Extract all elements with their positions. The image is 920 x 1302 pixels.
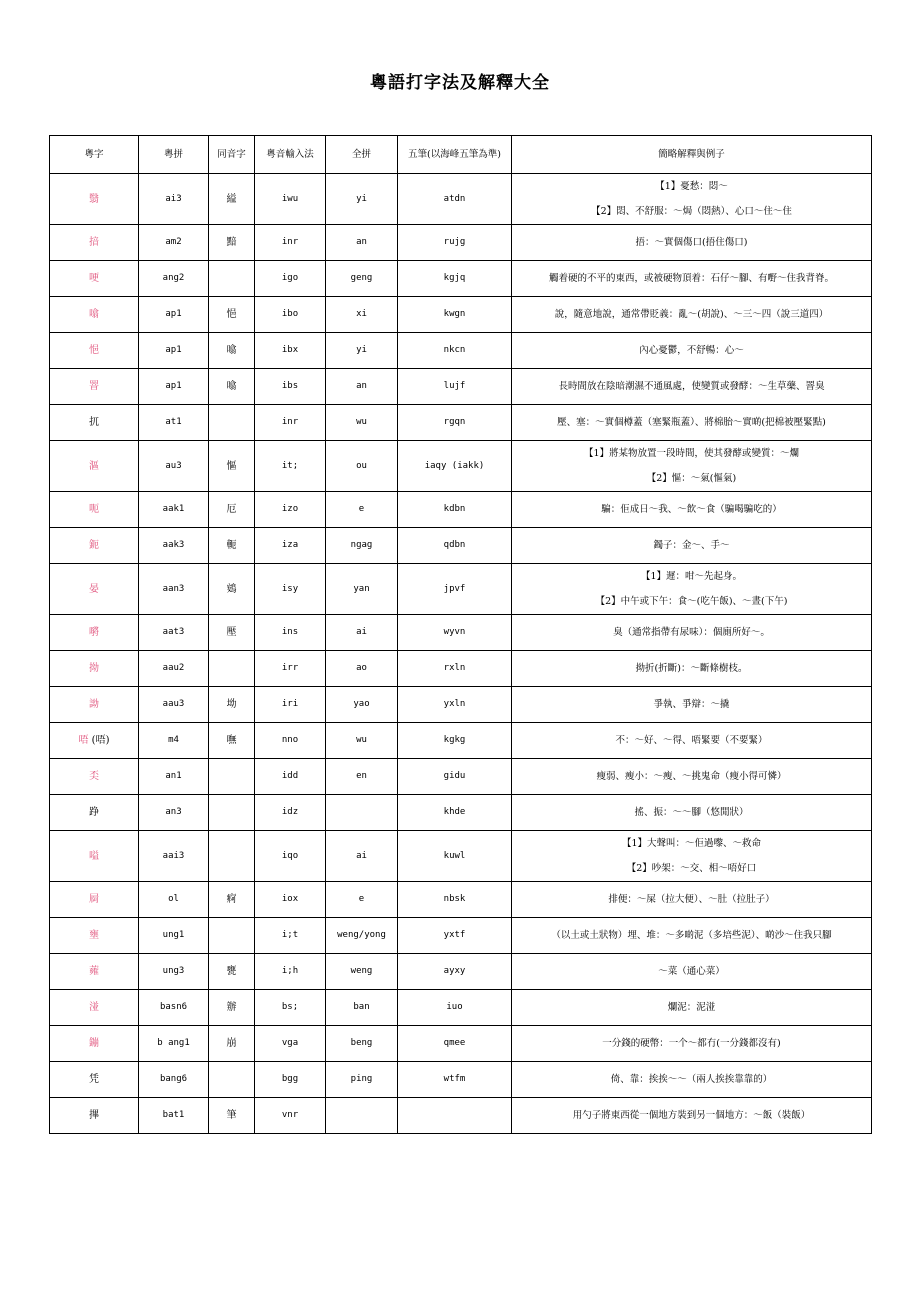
table-row xyxy=(50,261,872,297)
cell-cantonese-ime: iri xyxy=(255,687,326,723)
char-text: 噏 xyxy=(89,309,99,320)
cell-jyutping: bat1 xyxy=(139,1098,209,1134)
explanation-line: 【1】憂愁：悶～ xyxy=(655,181,728,192)
cell-pinyin: ngag xyxy=(326,528,398,564)
table-row xyxy=(50,1098,872,1134)
char-text: 罯 xyxy=(89,381,99,392)
explanation-line: 一分錢的硬幣：一个～都冇(一分錢都沒有) xyxy=(602,1038,781,1049)
cell-pinyin: geng xyxy=(326,261,398,297)
cell-cantonese-char xyxy=(50,492,139,528)
cell-cantonese-char xyxy=(50,759,139,795)
cell-jyutping: basn6 xyxy=(139,990,209,1026)
char-text: 鏰 xyxy=(89,1038,99,1049)
cell-cantonese-char xyxy=(50,615,139,651)
cell-cantonese-char xyxy=(50,528,139,564)
cell-pinyin: an xyxy=(326,369,398,405)
cell-cantonese-ime: ins xyxy=(255,615,326,651)
cell-jyutping: bang6 xyxy=(139,1062,209,1098)
explanation-line: 【2】吵架：～交、相～唔好口 xyxy=(626,863,757,874)
cell-cantonese-char xyxy=(50,441,139,492)
cell-homophone xyxy=(209,831,255,882)
table-row xyxy=(50,882,872,918)
char-text: 湴 xyxy=(89,1002,99,1013)
cell-wubi: lujf xyxy=(398,369,512,405)
cell-homophone: 壓 xyxy=(209,615,255,651)
cell-pinyin: beng xyxy=(326,1026,398,1062)
cell-wubi: rxln xyxy=(398,651,512,687)
table-row xyxy=(50,297,872,333)
cell-explanation xyxy=(512,1026,872,1062)
table-header-row xyxy=(50,136,872,174)
cell-homophone: 悒 xyxy=(209,297,255,333)
char-text: 嗌 xyxy=(89,850,99,862)
cell-cantonese-char xyxy=(50,831,139,882)
cell-cantonese-char xyxy=(50,369,139,405)
cell-explanation xyxy=(512,174,872,225)
cell-jyutping: ang2 xyxy=(139,261,209,297)
cell-wubi: kwgn xyxy=(398,297,512,333)
char-text: 揞 xyxy=(89,237,99,248)
cell-pinyin: ban xyxy=(326,990,398,1026)
cell-cantonese-ime: izo xyxy=(255,492,326,528)
header-homophone: 同音字 xyxy=(209,136,255,174)
cell-jyutping: aai3 xyxy=(139,831,209,882)
cell-wubi: rgqn xyxy=(398,405,512,441)
cell-cantonese-ime: iqo xyxy=(255,831,326,882)
cell-pinyin: yan xyxy=(326,564,398,615)
explanation-line: 爭執、爭辯：～撬 xyxy=(653,699,730,710)
cell-cantonese-ime: ibo xyxy=(255,297,326,333)
cell-cantonese-ime: bs; xyxy=(255,990,326,1026)
cell-explanation xyxy=(512,882,872,918)
cell-explanation xyxy=(512,333,872,369)
cell-explanation xyxy=(512,990,872,1026)
explanation-line: 爛泥：泥湴 xyxy=(667,1002,716,1013)
explanation-line: 【2】中午或下午：食～(吃午飯)、～晝(下午) xyxy=(595,596,788,607)
cell-pinyin: ai xyxy=(326,615,398,651)
explanation-line: 內心憂鬱，不舒暢：心～ xyxy=(639,345,744,356)
explanation-line: 【1】將某物放置一段時間，使其發酵或變質：～爛 xyxy=(583,448,800,459)
cell-homophone xyxy=(209,1062,255,1098)
header-explanation: 簡略解釋與例子 xyxy=(512,136,872,174)
explanation-line: 觸着硬的不平的東西，或被硬物頂着：石仔～腳、有嘢～住我背脊。 xyxy=(548,273,834,284)
cell-homophone: 厄 xyxy=(209,492,255,528)
cell-explanation xyxy=(512,261,872,297)
cell-pinyin: ao xyxy=(326,651,398,687)
cell-pinyin: e xyxy=(326,882,398,918)
cell-homophone: 痾 xyxy=(209,882,255,918)
cell-jyutping: aak1 xyxy=(139,492,209,528)
cell-jyutping: ung3 xyxy=(139,954,209,990)
table-row xyxy=(50,1026,872,1062)
table-row xyxy=(50,333,872,369)
explanation-line: 說，隨意地說，通常帶貶義：亂～(胡說)、～三～四（說三道四） xyxy=(554,309,829,320)
char-text: 唔 xyxy=(78,735,89,746)
cell-cantonese-char xyxy=(50,333,139,369)
cell-pinyin: ping xyxy=(326,1062,398,1098)
cell-wubi: iuo xyxy=(398,990,512,1026)
cell-pinyin: weng/yong xyxy=(326,918,398,954)
cell-cantonese-char xyxy=(50,918,139,954)
cell-explanation xyxy=(512,528,872,564)
cell-explanation xyxy=(512,723,872,759)
char-text: 悒 xyxy=(89,345,99,356)
cell-pinyin: en xyxy=(326,759,398,795)
cell-explanation xyxy=(512,651,872,687)
explanation-line: 用勺子將東西從一個地方裝到另一個地方：～飯（裝飯） xyxy=(572,1110,811,1121)
cell-cantonese-char xyxy=(50,225,139,261)
cell-cantonese-char xyxy=(50,651,139,687)
cell-cantonese-ime: idd xyxy=(255,759,326,795)
cell-pinyin: yi xyxy=(326,174,398,225)
cell-pinyin: ai xyxy=(326,831,398,882)
table-row xyxy=(50,492,872,528)
cell-cantonese-ime: inr xyxy=(255,225,326,261)
cell-wubi xyxy=(398,1098,512,1134)
explanation-line: ～菜（通心菜） xyxy=(658,966,725,977)
cell-jyutping: ap1 xyxy=(139,333,209,369)
table-row xyxy=(50,795,872,831)
char-text: 拗 xyxy=(89,663,99,674)
cell-pinyin: xi xyxy=(326,297,398,333)
cell-wubi: kuwl xyxy=(398,831,512,882)
cell-homophone: 坳 xyxy=(209,687,255,723)
table-row xyxy=(50,687,872,723)
cell-cantonese-char xyxy=(50,261,139,297)
cell-cantonese-ime: nno xyxy=(255,723,326,759)
cell-homophone: 噏 xyxy=(209,333,255,369)
cell-cantonese-ime: irr xyxy=(255,651,326,687)
cell-jyutping: at1 xyxy=(139,405,209,441)
cell-wubi: kdbn xyxy=(398,492,512,528)
cell-cantonese-ime: i;h xyxy=(255,954,326,990)
char-text: 漚 xyxy=(89,460,99,472)
table-row xyxy=(50,528,872,564)
header-cantonese-char: 粵字 xyxy=(50,136,139,174)
cell-explanation xyxy=(512,1098,872,1134)
cell-cantonese-ime: idz xyxy=(255,795,326,831)
explanation-line: 騙：佢成日～我、～飲～食（騙喝騙吃的） xyxy=(601,504,782,515)
explanation-line: 拗折(折斷)：～斷條樹枝。 xyxy=(635,663,748,674)
cell-wubi: khde xyxy=(398,795,512,831)
cell-explanation xyxy=(512,1062,872,1098)
cell-cantonese-ime: iza xyxy=(255,528,326,564)
cell-cantonese-char xyxy=(50,405,139,441)
table-row xyxy=(50,225,872,261)
cell-homophone xyxy=(209,405,255,441)
cell-cantonese-ime: i;t xyxy=(255,918,326,954)
cell-cantonese-ime: iwu xyxy=(255,174,326,225)
cell-homophone xyxy=(209,795,255,831)
cell-explanation xyxy=(512,759,872,795)
cell-wubi: nkcn xyxy=(398,333,512,369)
table-row xyxy=(50,918,872,954)
cell-explanation xyxy=(512,369,872,405)
cell-explanation xyxy=(512,795,872,831)
char-text: 晏 xyxy=(89,583,99,595)
table-row xyxy=(50,615,872,651)
cell-pinyin: wu xyxy=(326,405,398,441)
cell-wubi: kgkg xyxy=(398,723,512,759)
cantonese-dictionary-table xyxy=(49,135,872,1134)
char-text: 蕹 xyxy=(89,966,99,977)
table-body xyxy=(50,174,872,1134)
cell-cantonese-ime: igo xyxy=(255,261,326,297)
cell-jyutping: am2 xyxy=(139,225,209,261)
cell-jyutping: aan3 xyxy=(139,564,209,615)
cell-homophone: 鴳 xyxy=(209,564,255,615)
header-cantonese-ime: 粵音輸入法 xyxy=(255,136,326,174)
cell-explanation xyxy=(512,297,872,333)
char-text: 翳 xyxy=(89,193,99,205)
char-text: 扤 xyxy=(89,417,99,428)
cell-wubi: gidu xyxy=(398,759,512,795)
cell-cantonese-ime: ibs xyxy=(255,369,326,405)
cell-wubi: rujg xyxy=(398,225,512,261)
cell-explanation xyxy=(512,405,872,441)
cell-cantonese-char xyxy=(50,1062,139,1098)
cell-jyutping: ung1 xyxy=(139,918,209,954)
explanation-line: 捂：～實個傷口(捂住傷口) xyxy=(635,237,748,248)
cell-homophone: 噏 xyxy=(209,369,255,405)
cell-cantonese-char xyxy=(50,297,139,333)
cell-jyutping: an3 xyxy=(139,795,209,831)
cell-homophone xyxy=(209,759,255,795)
cell-wubi: qmee xyxy=(398,1026,512,1062)
cell-cantonese-ime: it; xyxy=(255,441,326,492)
char-text: 呃 xyxy=(89,504,99,515)
cell-wubi: ayxy xyxy=(398,954,512,990)
cell-homophone: 黯 xyxy=(209,225,255,261)
cell-wubi: nbsk xyxy=(398,882,512,918)
cell-explanation xyxy=(512,831,872,882)
cell-wubi: kgjq xyxy=(398,261,512,297)
cell-cantonese-ime: vnr xyxy=(255,1098,326,1134)
explanation-line: 長時間放在陰暗潮濕不通風處，使變質或發酵：～生草藥、罯臭 xyxy=(558,381,825,392)
cell-wubi: iaqy (iakk) xyxy=(398,441,512,492)
cell-wubi: yxtf xyxy=(398,918,512,954)
cell-jyutping: ap1 xyxy=(139,297,209,333)
explanation-line: 瘦弱、瘦小：～瘦、～挑鬼命（瘦小得可憐） xyxy=(596,771,787,782)
explanation-line: 【2】慪：～氣(慪氣) xyxy=(646,473,737,484)
cell-cantonese-char xyxy=(50,954,139,990)
table-row xyxy=(50,564,872,615)
cell-explanation xyxy=(512,687,872,723)
char-text: 屙 xyxy=(89,894,99,905)
table-row xyxy=(50,369,872,405)
cell-homophone: 嘸 xyxy=(209,723,255,759)
cell-jyutping: aau3 xyxy=(139,687,209,723)
cell-pinyin: ou xyxy=(326,441,398,492)
cell-cantonese-char xyxy=(50,990,139,1026)
cell-cantonese-ime: vga xyxy=(255,1026,326,1062)
cell-homophone: 軛 xyxy=(209,528,255,564)
cell-cantonese-ime: bgg xyxy=(255,1062,326,1098)
table-row xyxy=(50,174,872,225)
table-row xyxy=(50,1062,872,1098)
cell-cantonese-char xyxy=(50,882,139,918)
cell-homophone xyxy=(209,651,255,687)
explanation-line: 搖、振：～～腳（悠閒狀） xyxy=(634,807,749,818)
cell-homophone xyxy=(209,261,255,297)
cell-cantonese-ime: isy xyxy=(255,564,326,615)
header-jyutping: 粵拼 xyxy=(139,136,209,174)
cell-jyutping: aau2 xyxy=(139,651,209,687)
explanation-line: 【1】大聲叫：～佢過嚟、～救命 xyxy=(621,838,762,849)
cell-jyutping: aak3 xyxy=(139,528,209,564)
char-text: 哽 xyxy=(89,273,99,284)
explanation-line: 臭（通常指帶有尿味）：個廁所好～。 xyxy=(613,627,770,638)
char-text: 𢳂 xyxy=(89,1110,99,1121)
cell-pinyin xyxy=(326,1098,398,1134)
cell-homophone: 慪 xyxy=(209,441,255,492)
cell-cantonese-char xyxy=(50,1098,139,1134)
table-row xyxy=(50,759,872,795)
cell-pinyin xyxy=(326,795,398,831)
cell-wubi: qdbn xyxy=(398,528,512,564)
table-row xyxy=(50,831,872,882)
cell-jyutping: ai3 xyxy=(139,174,209,225)
explanation-line: 倚、靠：挨挨～～（兩人挨挨靠靠的） xyxy=(610,1074,773,1085)
explanation-line: （以土或土狀物）埋、堆：～多啲泥（多培些泥）、啲沙～住我只腳 xyxy=(551,930,832,941)
cell-pinyin: an xyxy=(326,225,398,261)
explanation-line: 排便：～屎（拉大便）、～肚（拉肚子） xyxy=(608,894,775,905)
cell-homophone: 崩 xyxy=(209,1026,255,1062)
explanation-line: 壓、塞：～實個樽蓋（塞緊瓶蓋）、將棉胎～實啲(把棉被壓緊點) xyxy=(557,417,826,428)
cell-explanation xyxy=(512,441,872,492)
cell-jyutping: ap1 xyxy=(139,369,209,405)
explanation-line: 【2】悶、不舒服：～焗（悶熱）、心口～住～住 xyxy=(591,206,792,217)
cell-jyutping: m4 xyxy=(139,723,209,759)
cell-cantonese-char xyxy=(50,1026,139,1062)
cell-pinyin: yao xyxy=(326,687,398,723)
cell-jyutping: an1 xyxy=(139,759,209,795)
cell-cantonese-char xyxy=(50,723,139,759)
explanation-line: 鐲子：金～、手～ xyxy=(653,540,730,551)
cell-jyutping: ol xyxy=(139,882,209,918)
cell-homophone xyxy=(209,918,255,954)
cell-cantonese-ime: iox xyxy=(255,882,326,918)
char-text: 鈪 xyxy=(89,540,99,551)
cell-cantonese-char xyxy=(50,564,139,615)
cell-wubi: wyvn xyxy=(398,615,512,651)
explanation-line: 【1】遲：咁～先起身。 xyxy=(640,571,743,582)
cell-homophone: 辦 xyxy=(209,990,255,1026)
char-variant: (唔) xyxy=(88,735,110,746)
cell-pinyin: e xyxy=(326,492,398,528)
cell-cantonese-ime: inr xyxy=(255,405,326,441)
cell-wubi: jpvf xyxy=(398,564,512,615)
explanation-line: 不：～好、～得、唔緊要（不要緊） xyxy=(615,735,768,746)
char-text: 𡁷 xyxy=(89,627,99,638)
cell-jyutping: b ang1 xyxy=(139,1026,209,1062)
char-text: 凭 xyxy=(89,1074,99,1085)
cell-jyutping: aat3 xyxy=(139,615,209,651)
cell-cantonese-char xyxy=(50,174,139,225)
cell-cantonese-ime: ibx xyxy=(255,333,326,369)
table-row xyxy=(50,441,872,492)
table-row xyxy=(50,723,872,759)
cell-jyutping: au3 xyxy=(139,441,209,492)
cell-pinyin: yi xyxy=(326,333,398,369)
cell-cantonese-char xyxy=(50,687,139,723)
char-text: 壅 xyxy=(89,930,99,941)
cell-explanation xyxy=(512,492,872,528)
cell-homophone: 甕 xyxy=(209,954,255,990)
cell-explanation xyxy=(512,225,872,261)
table-row xyxy=(50,954,872,990)
cell-cantonese-char xyxy=(50,795,139,831)
char-text: 奀 xyxy=(89,771,99,782)
table-row xyxy=(50,990,872,1026)
header-wubi: 五筆(以海峰五筆為準) xyxy=(398,136,512,174)
table-row xyxy=(50,405,872,441)
cell-wubi: yxln xyxy=(398,687,512,723)
char-text: 詏 xyxy=(89,699,99,710)
cell-explanation xyxy=(512,564,872,615)
header-pinyin: 全拼 xyxy=(326,136,398,174)
table-row xyxy=(50,651,872,687)
cell-homophone: 縊 xyxy=(209,174,255,225)
cell-explanation xyxy=(512,954,872,990)
cell-pinyin: weng xyxy=(326,954,398,990)
document-title: 粵語打字法及解釋大全 xyxy=(370,73,550,93)
cell-wubi: atdn xyxy=(398,174,512,225)
cell-explanation xyxy=(512,918,872,954)
char-text: 踭 xyxy=(89,807,99,818)
cell-homophone: 筆 xyxy=(209,1098,255,1134)
cell-pinyin: wu xyxy=(326,723,398,759)
cell-wubi: wtfm xyxy=(398,1062,512,1098)
cell-explanation xyxy=(512,615,872,651)
